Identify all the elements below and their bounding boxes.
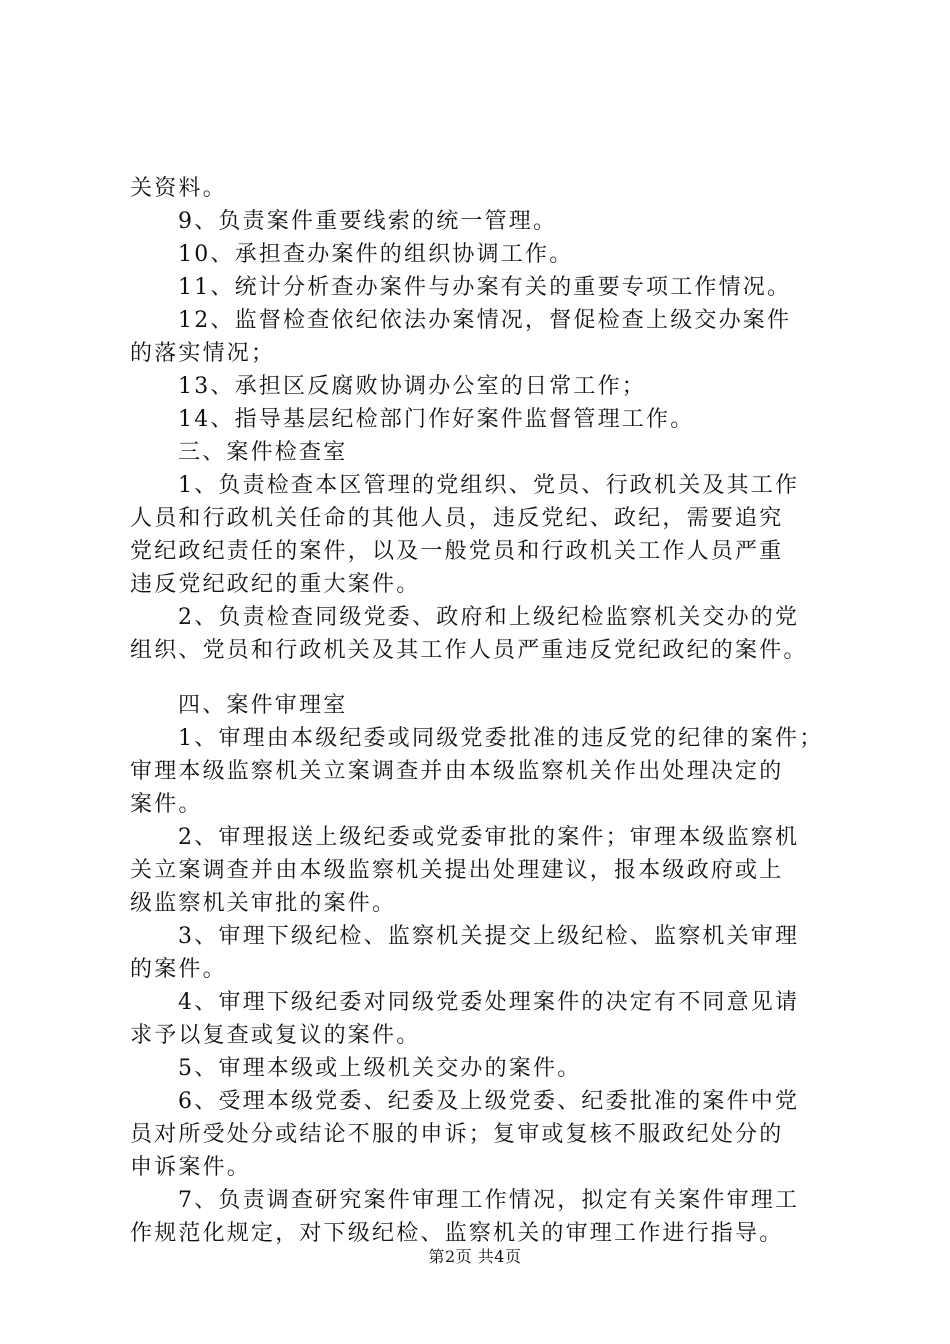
paragraph-line: 人员和行政机关任命的其他人员，违反党纪、政纪，需要追究 [130,506,784,531]
list-item-line: 11、统计分析查办案件与办案有关的重要专项工作情况。 [178,275,792,300]
section-heading: 四、案件审理室 [178,693,348,718]
list-item-line: 7、负责调查研究案件审理工作情况，拟定有关案件审理工 [178,1188,800,1213]
document-body [130,172,840,1250]
paragraph-gap [130,667,840,689]
paragraph-line: 关资料。 [130,176,227,201]
list-item-line: 2、负责检查同级党委、政府和上级纪检监察机关交办的党 [178,605,800,630]
list-item-line: 9、负责案件重要线索的统一管理。 [178,209,558,234]
list-item-line: 1、审理由本级纪委或同级党委批准的违反党的纪律的案件； [178,726,824,751]
paragraph-line: 组织、党员和行政机关及其工作人员严重违反党纪政纪的案件。 [130,638,808,663]
section-heading: 三、案件检查室 [178,440,348,465]
list-item-line: 13、承担区反腐败协调办公室的日常工作； [178,374,646,399]
list-item-line: 6、受理本级党委、纪委及上级党委、纪委批准的案件中党 [178,1089,800,1114]
paragraph-line: 级监察机关审批的案件。 [130,891,397,916]
paragraph-line: 党纪政纪责任的案件，以及一般党员和行政机关工作人员严重 [130,539,784,564]
paragraph-line: 案件。 [130,792,203,817]
paragraph-line: 申诉案件。 [130,1155,252,1180]
paragraph-line: 审理本级监察机关立案调查并由本级监察机关作出处理决定的 [130,759,784,784]
paragraph-line: 违反党纪政纪的重大案件。 [130,572,421,597]
paragraph-line: 员对所受处分或结论不服的申诉；复审或复核不服政纪处分的 [130,1122,784,1147]
paragraph-line: 作规范化规定，对下级纪检、监察机关的审理工作进行指导。 [130,1221,784,1246]
paragraph-line: 关立案调查并由本级监察机关提出处理建议，报本级政府或上 [130,858,784,883]
list-item-line: 1、负责检查本区管理的党组织、党员、行政机关及其工作 [178,473,800,498]
paragraph-line: 的案件。 [130,957,227,982]
list-item-line: 5、审理本级或上级机关交办的案件。 [178,1056,582,1081]
paragraph-line: 求予以复查或复议的案件。 [130,1023,421,1048]
paragraph-line: 的落实情况； [130,341,276,366]
list-item-line: 4、审理下级纪委对同级党委处理案件的决定有不同意见请 [178,990,800,1015]
list-item-line: 2、审理报送上级纪委或党委审批的案件；审理本级监察机 [178,825,800,850]
list-item-line: 14、指导基层纪检部门作好案件监督管理工作。 [178,407,695,432]
page-number-footer: 第2页 共4页 [428,1247,522,1266]
list-item-line: 12、监督检查依纪依法办案情况，督促检查上级交办案件 [178,308,792,333]
list-item-line: 3、审理下级纪检、监察机关提交上级纪检、监察机关审理 [178,924,800,949]
list-item-line: 10、承担查办案件的组织协调工作。 [178,242,574,267]
